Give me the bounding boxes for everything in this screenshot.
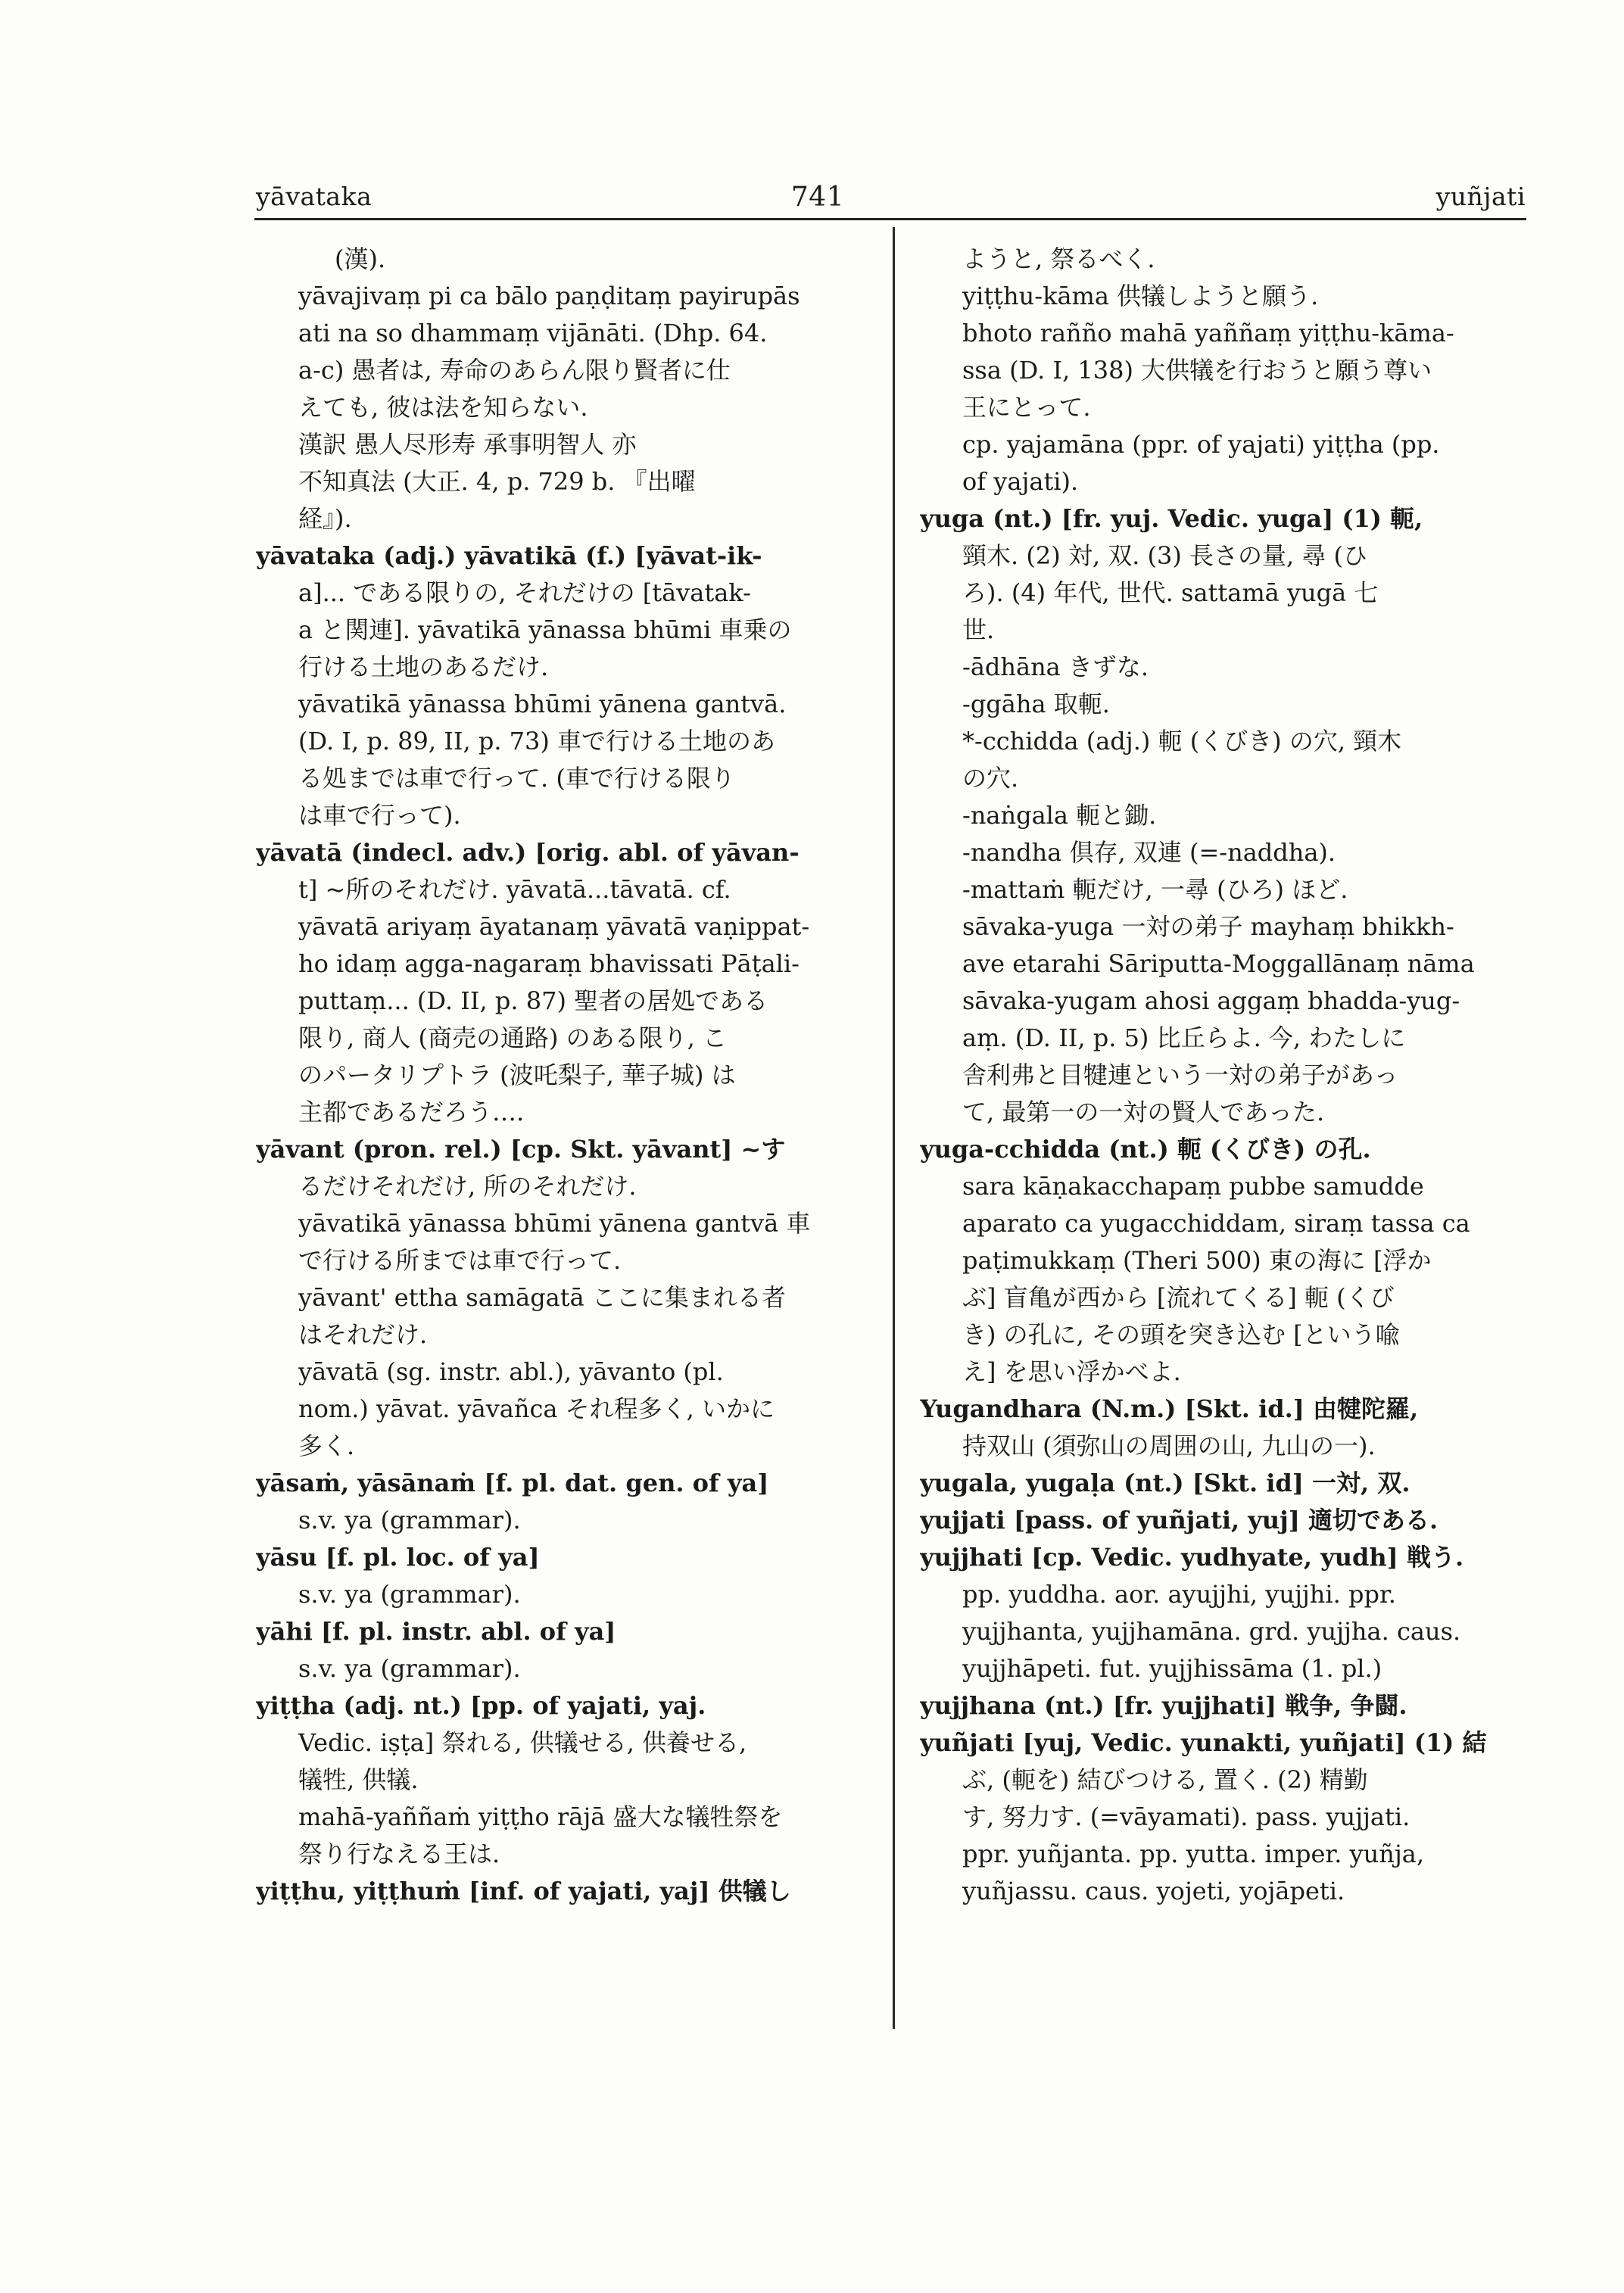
- entry-text-line: a と関連]. yāvatikā yānassa bhūmi 車乗の: [298, 615, 792, 644]
- entry-text-line: paṭimukkaṃ (Theri 500) 東の海に [浮か: [962, 1246, 1432, 1275]
- entry-text-line: はそれだけ.: [298, 1320, 428, 1349]
- entry-text-line: bhoto rañño mahā yaññaṃ yiṭṭhu-kāma-: [962, 319, 1454, 347]
- entry-headword-line: yāsaṁ, yāsānaṁ [f. pl. dat. gen. of ya]: [256, 1469, 769, 1497]
- entry-text-line: の穴.: [962, 764, 1019, 793]
- entry-text-line: yuñjassu. caus. yojeti, yojāpeti.: [962, 1877, 1345, 1905]
- entry-text-line: て, 最第一の一対の賢人であった.: [962, 1098, 1325, 1126]
- entry-text-line: 王にとって.: [962, 393, 1091, 422]
- entry-headword-line: yāhi [f. pl. instr. abl. of ya]: [256, 1617, 616, 1646]
- entry-text-line: sāvaka-yuga 一対の弟子 mayhaṃ bhikkh-: [962, 912, 1454, 941]
- entry-headword-line: yāvatā (indecl. adv.) [orig. abl. of yāvan-: [256, 838, 800, 867]
- entry-text-line: 経』).: [298, 504, 352, 533]
- entry-text-line: き) の孔に, その頭を突き込む [という喩: [962, 1320, 1400, 1349]
- entry-text-line: (漢).: [335, 245, 386, 273]
- entry-text-line: sara kāṇakacchapaṃ pubbe samudde: [962, 1172, 1424, 1201]
- entry-text-line: aparato ca yugacchiddam, siraṃ tassa ca: [962, 1209, 1470, 1238]
- entry-text-line: yāvatā (sg. instr. abl.), yāvanto (pl.: [298, 1357, 724, 1386]
- entry-text-line: *-cchidda (adj.) 軛 (くびき) の穴, 頸木: [962, 727, 1402, 756]
- entry-text-line: る処までは車で行って. (車で行ける限り: [298, 764, 735, 793]
- entry-headword-line: yujjati [pass. of yuñjati, yuj] 適切である.: [920, 1506, 1439, 1534]
- entry-headword-line: yāvant (pron. rel.) [cp. Skt. yāvant] ~す: [256, 1135, 786, 1164]
- entry-text-line: のパータリプトラ (波吒梨子, 華子城) は: [298, 1061, 736, 1089]
- entry-headword-line: yuñjati [yuj, Vedic. yunakti, yuñjati] (1) 結: [920, 1728, 1487, 1757]
- entry-text-line: 世.: [962, 615, 995, 644]
- entry-text-line: s.v. ya (grammar).: [298, 1580, 521, 1609]
- entry-text-line: 舎利弗と目犍連という一対の弟子があっ: [962, 1061, 1398, 1089]
- entry-text-line: ave etarahi Sāriputta-Moggallānaṃ nāma: [962, 949, 1475, 978]
- entry-text-line: ppr. yuñjanta. pp. yutta. imper. yuñja,: [962, 1840, 1425, 1868]
- entry-text-line: -naṅgala 軛と鋤.: [962, 801, 1157, 830]
- entry-text-line: aṃ. (D. II, p. 5) 比丘らよ. 今, わたしに: [962, 1023, 1406, 1052]
- entry-text-line: 主都であるだろう….: [298, 1098, 525, 1126]
- running-head-right: yuñjati: [1435, 182, 1526, 211]
- entry-headword-line: yugala, yugaḷa (nt.) [Skt. id] 一対, 双.: [920, 1469, 1410, 1497]
- entry-text-line: ぶ] 盲亀が西から [流れてくる] 軛 (くび: [962, 1283, 1395, 1312]
- entry-text-line: yāvatā ariyaṃ āyatanaṃ yāvatā vaṇippat-: [298, 912, 810, 941]
- entry-text-line: 不知真法 (大正. 4, p. 729 b. 『出曜: [298, 467, 696, 496]
- entry-text-line: a]... である限りの, それだけの [tāvatak-: [298, 578, 751, 607]
- entry-text-line: yujjhāpeti. fut. yujjhissāma (1. pl.): [962, 1654, 1382, 1683]
- column-divider: [893, 227, 895, 2029]
- entry-headword-line: yuga (nt.) [fr. yuj. Vedic. yuga] (1) 軛,: [920, 504, 1423, 533]
- entry-text-line: ようと, 祭るべく.: [962, 245, 1155, 273]
- entry-text-line: a-c) 愚者は, 寿命のあらん限り賢者に仕: [298, 356, 731, 385]
- entry-text-line: s.v. ya (grammar).: [298, 1654, 521, 1683]
- entry-text-line: yāvajivaṃ pi ca bālo paṇḍitaṃ payirupās: [298, 282, 800, 310]
- entry-text-line: Vedic. iṣṭa] 祭れる, 供犠せる, 供養せる,: [298, 1728, 747, 1757]
- left-column: [256, 241, 877, 1910]
- entry-text-line: yujjhanta, yujjhamāna. grd. yujjha. caus.: [962, 1617, 1461, 1646]
- entry-text-line: yāvant' ettha samāgatā ここに集まれる者: [298, 1283, 786, 1312]
- entry-text-line: え] を思い浮かべよ.: [962, 1357, 1181, 1386]
- entry-text-line: pp. yuddha. aor. ayujjhi, yujjhi. ppr.: [962, 1580, 1396, 1609]
- entry-text-line: -ādhāna きずな.: [962, 653, 1149, 681]
- entry-text-line: ろ). (4) 年代, 世代. sattamā yugā 七: [962, 578, 1379, 607]
- entry-text-line: 犠牲, 供犠.: [298, 1765, 419, 1794]
- entry-text-line: puttaṃ... (D. II, p. 87) 聖者の居処である: [298, 986, 768, 1015]
- entry-headword-line: Yugandhara (N.m.) [Skt. id.] 由犍陀羅,: [920, 1394, 1419, 1423]
- entry-text-line: -ggāha 取軛.: [962, 690, 1110, 718]
- entry-text-line: sāvaka-yugam ahosi aggaṃ bhadda-yug-: [962, 986, 1460, 1015]
- entry-text-line: 頸木. (2) 対, 双. (3) 長さの量, 尋 (ひ: [962, 541, 1368, 570]
- entry-text-line: るだけそれだけ, 所のそれだけ.: [298, 1172, 637, 1201]
- entry-text-line: 持双山 (須弥山の周囲の山, 九山の一).: [962, 1432, 1376, 1460]
- entry-text-line: s.v. ya (grammar).: [298, 1506, 521, 1534]
- entry-text-line: ati na so dhammaṃ vijānāti. (Dhp. 64.: [298, 319, 768, 347]
- page-number: 741: [790, 182, 845, 213]
- entry-text-line: yāvatikā yānassa bhūmi yānena gantvā 車: [298, 1209, 811, 1238]
- entry-text-line: (D. I, p. 89, II, p. 73) 車で行ける土地のあ: [298, 727, 776, 756]
- entry-text-line: yāvatikā yānassa bhūmi yānena gantvā.: [298, 690, 787, 718]
- running-head-left: yāvataka: [256, 182, 372, 211]
- entry-text-line: nom.) yāvat. yāvañca それ程多く, いかに: [298, 1394, 775, 1423]
- entry-headword-line: yuga-cchidda (nt.) 軛 (くびき) の孔.: [920, 1135, 1371, 1164]
- entry-headword-line: yiṭṭhu, yiṭṭhuṁ [inf. of yajati, yaj] 供犠し: [256, 1877, 791, 1905]
- entry-text-line: 限り, 商人 (商売の通路) のある限り, こ: [298, 1023, 728, 1052]
- entry-text-line: -nandha 倶存, 双連 (=-naddha).: [962, 838, 1336, 867]
- entry-text-line: ssa (D. I, 138) 大供犠を行おうと願う尊い: [962, 356, 1432, 385]
- entry-headword-line: yujjhana (nt.) [fr. yujjhati] 戦争, 争闘.: [920, 1691, 1407, 1720]
- entry-text-line: で行ける所までは車で行って.: [298, 1246, 622, 1275]
- entry-text-line: t] ~所のそれだけ. yāvatā...tāvatā. cf.: [298, 875, 731, 904]
- entry-headword-line: yāvataka (adj.) yāvatikā (f.) [yāvat-ik-: [256, 541, 762, 570]
- entry-text-line: 漢訳 愚人尽形寿 承事明智人 亦: [298, 430, 637, 459]
- entry-text-line: ho idaṃ agga-nagaraṃ bhavissati Pāṭali-: [298, 949, 800, 978]
- entry-text-line: of yajati).: [962, 467, 1079, 496]
- entry-text-line: ぶ, (軛を) 結びつける, 置く. (2) 精勤: [962, 1765, 1368, 1794]
- entry-text-line: mahā-yaññaṁ yiṭṭho rājā 盛大な犠牲祭を: [298, 1802, 783, 1831]
- entry-text-line: 行ける土地のあるだけ.: [298, 653, 549, 681]
- entry-text-line: 多く.: [298, 1432, 355, 1460]
- header-rule: [254, 218, 1526, 220]
- entry-text-line: cp. yajamāna (ppr. of yajati) yiṭṭha (pp.: [962, 430, 1440, 459]
- entry-text-line: yiṭṭhu-kāma 供犠しようと願う.: [962, 282, 1319, 310]
- entry-text-line: 祭り行なえる王は.: [298, 1840, 500, 1868]
- entry-headword-line: yāsu [f. pl. loc. of ya]: [256, 1543, 540, 1572]
- entry-text-line: -mattaṁ 軛だけ, 一尋 (ひろ) ほど.: [962, 875, 1348, 904]
- entry-text-line: えても, 彼は法を知らない.: [298, 393, 588, 422]
- entry-headword-line: yujjhati [cp. Vedic. yudhyate, yudh] 戦う.: [920, 1543, 1464, 1572]
- entry-text-line: す, 努力す. (=vāyamati). pass. yujjati.: [962, 1802, 1410, 1831]
- entry-headword-line: yiṭṭha (adj. nt.) [pp. of yajati, yaj.: [256, 1691, 706, 1720]
- entry-text-line: は車で行って).: [298, 801, 461, 830]
- right-column: [920, 241, 1526, 1910]
